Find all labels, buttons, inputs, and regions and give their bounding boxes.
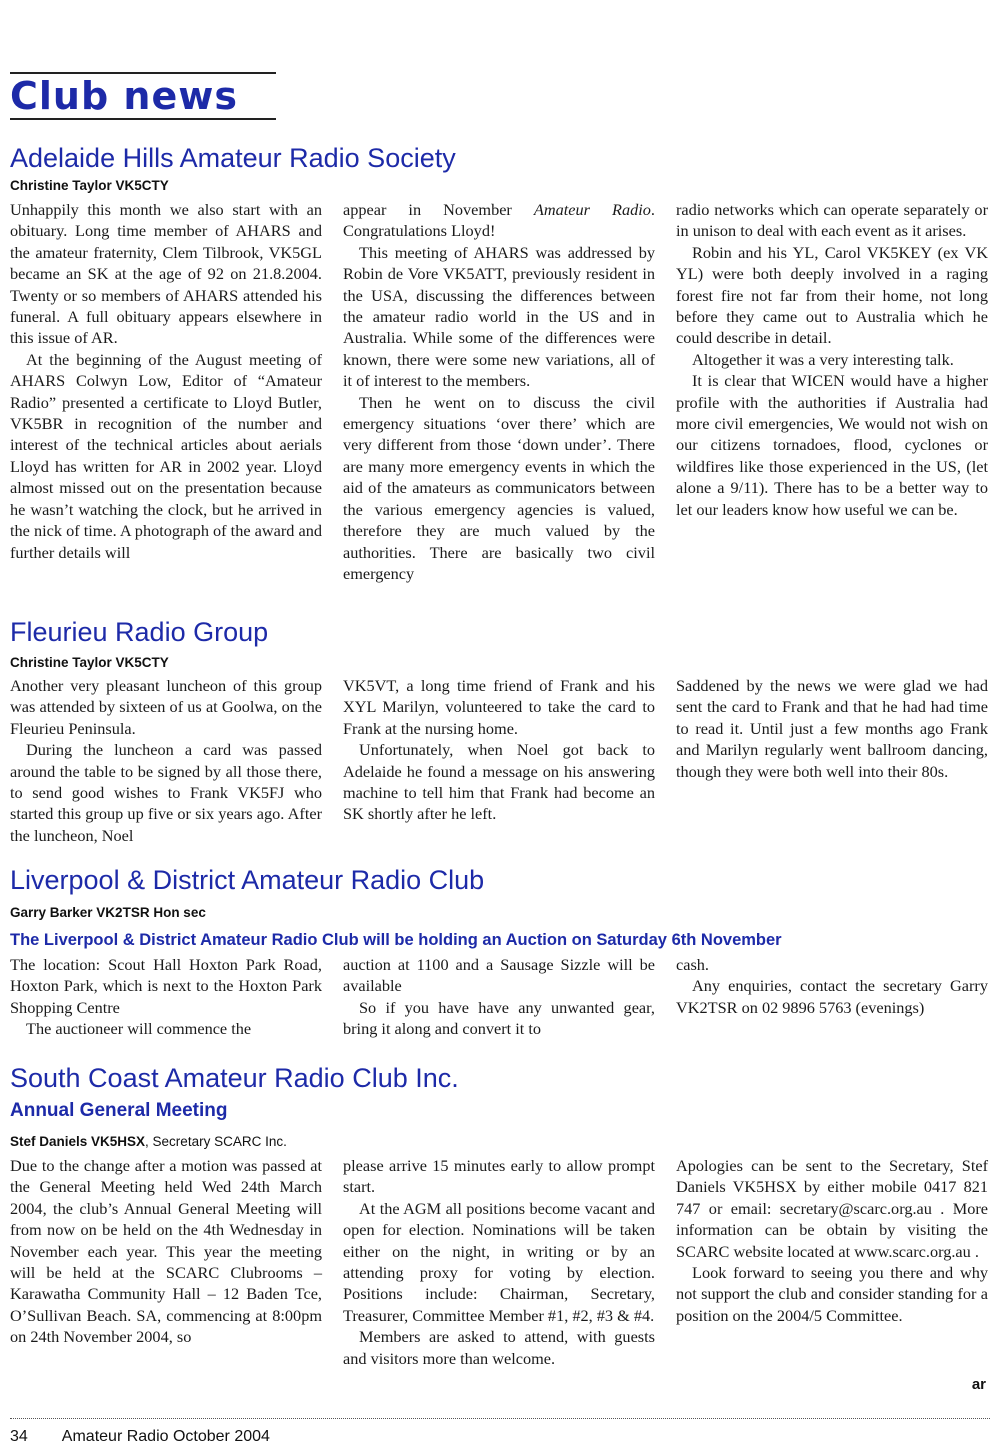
paragraph: During the luncheon a card was passed around the table to be signed by all those there, to send good wishes to Frank VK5FJ who started this group up five or six years ago. After the luncheon, Noel — [10, 740, 322, 845]
paragraph: Apologies can be sent to the Secretary, Stef Daniels VK5HSX by either mobile 0417 821 747 or email: secretary@scarc.org.au . More information can be obtain by visiting the SCARC website located at www.scarc.org.au . — [676, 1156, 988, 1261]
column-1 — [10, 675, 322, 846]
paragraph: Altogether it was a very interesting talk. — [692, 349, 954, 369]
article-fleurieu — [10, 675, 988, 846]
masthead-rule — [10, 118, 276, 120]
paragraph: Any enquiries, contact the secretary Garry VK2TSR on 02 9896 5763 (evenings) — [676, 976, 988, 1017]
column-2 — [343, 954, 655, 1040]
end-mark: ar — [971, 1376, 986, 1393]
page-footer — [10, 1428, 270, 1446]
article-liverpool — [10, 954, 988, 1040]
section-title-liverpool: Liverpool & District Amateur Radio Club — [10, 865, 485, 895]
paragraph: Saddened by the news we were glad we had sent the card to Frank and that he had had time to read it. Until just a few months ago Frank and Marilyn regularly went ballroom dancing, though they were both well into their 80s. — [676, 676, 988, 781]
article-ahars — [10, 199, 988, 584]
paragraph — [343, 199, 655, 242]
paragraph: Robin and his YL, Carol VK5KEY (ex VK YL) were both deeply involved in a raging forest fire not far from their home, not long before they came out to Australia which he could describe in detail. — [676, 242, 988, 348]
publication-title: Amateur Radio October 2004 — [61, 1428, 270, 1445]
article-scarc — [10, 1155, 988, 1369]
column-2 — [343, 199, 655, 584]
byline-liverpool: Garry Barker VK2TSR Hon sec — [10, 905, 206, 920]
text-run: appear in November — [343, 200, 534, 219]
column-1 — [10, 954, 322, 1040]
paragraph: This meeting of AHARS was addressed by Robin de Vore VK5ATT, previously resident in the USA, discussing the differences between the amateur radio world in the US and in Australia. While some of the differences were known, there were some new variations, all of it of interest to the members. — [343, 242, 655, 391]
subtitle-scarc: Annual General Meeting — [10, 1100, 228, 1121]
paragraph: The auctioneer will commence the — [26, 1019, 252, 1039]
paragraph: VK5VT, a long time friend of Frank and his XYL Marilyn, volunteered to take the card to Frank at the nursing home. — [343, 676, 655, 738]
column-2 — [343, 1155, 655, 1369]
author-role: , Secretary SCARC Inc. — [145, 1134, 287, 1149]
section-title-scarc: South Coast Amateur Radio Club Inc. — [10, 1063, 459, 1093]
paragraph: So if you have have any unwanted gear, bring it along and convert it to — [343, 997, 655, 1039]
paragraph: At the AGM all positions become vacant and open for election. Nominations will be taken either on the night, in writing or by an attending proxy for voting by election. Positions include: Chairman, Secretary, Treasurer, Committee Member #1, #2, #3 & #4. — [343, 1198, 655, 1325]
publication-name: Amateur Radio — [533, 200, 651, 219]
paragraph: Another very pleasant luncheon of this group was attended by sixteen of us at Goolwa, on the Fleurieu Peninsula. — [10, 676, 322, 738]
page-number: 34 — [10, 1428, 28, 1445]
paragraph: auction at 1100 and a Sausage Sizzle will be available — [343, 955, 655, 996]
paragraph: Due to the change after a motion was passed at the General Meeting held Wed 24th March 2004, the club’s Annual General Meeting will from now on be held on the 4th Wednesday in November each year. This year the meeting will be held at the SCARC Clubrooms – Karawatha Community Hall – 12 Baden Tce, O’Sullivan Beach. SA, commencing at 8:00pm on 24th November 2004, so — [10, 1156, 322, 1347]
byline-ahars: Christine Taylor VK5CTY — [10, 178, 169, 193]
paragraph: The location: Scout Hall Hoxton Park Road, Hoxton Park, which is next to the Hoxton Park Shopping Centre — [10, 955, 322, 1017]
page-title: Club news — [10, 74, 238, 118]
paragraph: Then he went on to discuss the civil emergency situations ‘over there’ which are very different from those ‘down under’. There are many more emergency events in which the aid of the amateurs as communicators between the various emergency agencies is valued, therefore they are much valued by the authorities. There are basically two civil emergency — [343, 392, 655, 583]
column-3 — [676, 1155, 988, 1369]
lead-liverpool: The Liverpool & District Amateur Radio Club will be holding an Auction on Saturday 6th November — [10, 931, 782, 949]
paragraph: Unhappily this month we also start with an obituary. Long time member of AHARS and the amateur fraternity, Clem Tilbrook, VK5GL became an SK at the age of 92 on 21.8.2004. Twenty or so members of AHARS attended his funeral. A full obituary appears elsewhere in this issue of AR. — [10, 200, 322, 348]
paragraph: cash. — [676, 955, 709, 974]
paragraph: please arrive 15 minutes early to allow prompt start. — [343, 1156, 655, 1197]
paragraph: Members are asked to attend, with guests and visitors more than welcome. — [343, 1327, 655, 1368]
column-3 — [676, 675, 988, 846]
column-1 — [10, 1155, 322, 1369]
column-1 — [10, 199, 322, 584]
paragraph: Look forward to seeing you there and why not support the club and consider standing for a position on the 2004/5 Committee. — [676, 1263, 988, 1325]
text-run: . Congratulations Lloyd! — [343, 200, 655, 241]
column-3 — [676, 954, 988, 1040]
paragraph: It is clear that WICEN would have a higher profile with the authorities if Australia had more civil emergencies, We would not wish on our citizens tornadoes, flood, cyclones or wildfires like those experienced in the US, (let alone a 9/11). There has to be a better way to let our leaders know how useful we can be. — [676, 371, 988, 519]
paragraph: radio networks which can operate separately or in unison to deal with each event as it arises. — [676, 200, 988, 241]
footer-rule — [10, 1418, 990, 1419]
paragraph: Unfortunately, when Noel got back to Adelaide he found a message on his answering machine to tell him that Frank had become an SK shortly after he left. — [343, 740, 655, 824]
column-2 — [343, 675, 655, 846]
section-title-ahars: Adelaide Hills Amateur Radio Society — [10, 143, 456, 173]
paragraph: At the beginning of the August meeting of AHARS Colwyn Low, Editor of “Amateur Radio” presented a certificate to Lloyd Butler, VK5BR in recognition of the number and interest of the technical articles about aerials Lloyd has written for AR in 2002 year. Lloyd almost missed out on the presentation because he wasn’t watching the clock, but he arrived in the nick of time. A photograph of the award and further details will — [10, 349, 322, 562]
section-title-fleurieu: Fleurieu Radio Group — [10, 617, 269, 647]
column-3 — [676, 199, 988, 584]
byline-scarc — [10, 1133, 287, 1151]
byline-fleurieu: Christine Taylor VK5CTY — [10, 655, 169, 670]
author-name: Stef Daniels VK5HSX — [10, 1134, 146, 1149]
